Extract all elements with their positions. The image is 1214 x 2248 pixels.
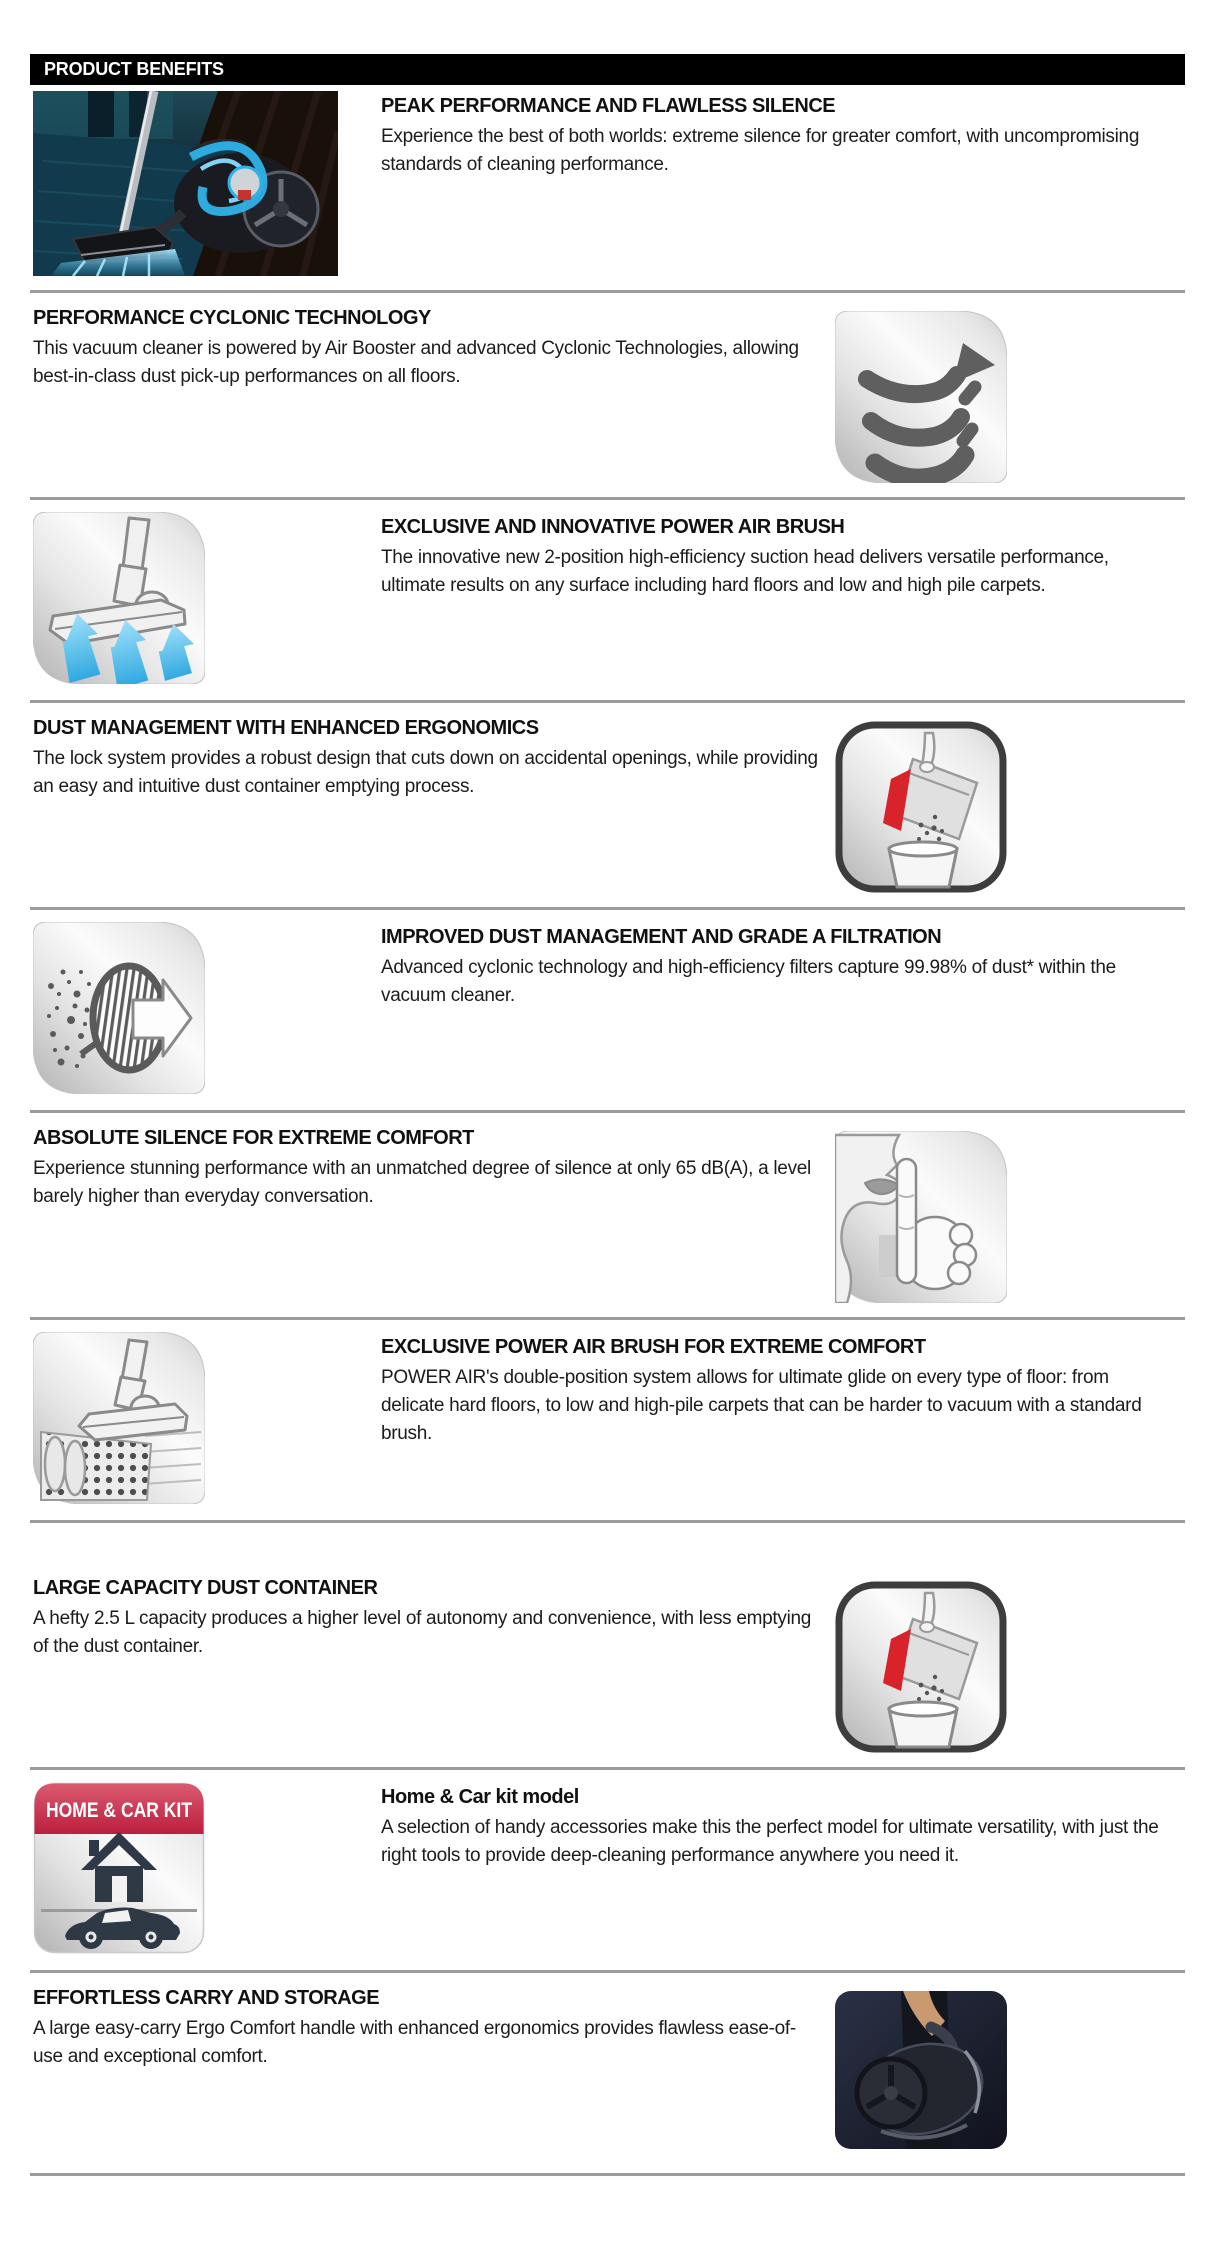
- power-air-brush-icon: [33, 512, 205, 684]
- benefit-section-dust-management: [30, 703, 1185, 910]
- text-column: [33, 305, 823, 391]
- media-column: [835, 1131, 1007, 1303]
- section-body: Experience stunning performance with an unmatched degree of silence at only 65 dB(A), a level barely higher than everyday conversation.: [33, 1158, 811, 1207]
- content-area: [30, 0, 1185, 2176]
- filtration-icon: [33, 922, 205, 1094]
- home-car-kit-icon: [33, 1782, 205, 1954]
- benefit-section-home-car-kit: [30, 1770, 1185, 1973]
- section-body: This vacuum cleaner is powered by Air Booster and advanced Cyclonic Technologies, allowing best-in-class dust pick-up performances on all floors.: [33, 338, 799, 387]
- section-heading: EXCLUSIVE AND INNOVATIVE POWER AIR BRUSH: [381, 516, 845, 538]
- text-column: [381, 1782, 1171, 1870]
- section-heading: PEAK PERFORMANCE AND FLAWLESS SILENCE: [381, 95, 836, 117]
- section-body: POWER AIR's double-position system allows for ultimate glide on every type of floor: from delicate hard floors, to low and high-pile carpets that can be harder to vacuum with a standard brush.: [381, 1367, 1142, 1444]
- media-column: [33, 91, 381, 276]
- media-column: [835, 721, 1007, 893]
- benefit-section-cyclonic-technology: [30, 293, 1185, 500]
- section-heading: ABSOLUTE SILENCE FOR EXTREME COMFORT: [33, 1127, 474, 1149]
- section-heading: PERFORMANCE CYCLONIC TECHNOLOGY: [33, 307, 431, 329]
- text-column: [33, 1125, 823, 1211]
- text-column: [381, 922, 1171, 1010]
- section-body: Advanced cyclonic technology and high-efficiency filters capture 99.98% of dust* within the vacuum cleaner.: [381, 957, 1116, 1006]
- benefit-section-power-air-comfort: [30, 1320, 1185, 1523]
- home-car-kit-badge-label: HOME & CAR KIT: [46, 1799, 193, 1822]
- media-column: [33, 1332, 381, 1504]
- section-body: A large easy-carry Ergo Comfort handle with enhanced ergonomics provides flawless ease-of-use and exceptional comfort.: [33, 2018, 796, 2067]
- vacuum-performance-photo: [33, 91, 338, 276]
- text-column: [33, 1985, 823, 2071]
- benefit-section-absolute-silence: [30, 1113, 1185, 1320]
- benefit-section-large-capacity: [30, 1523, 1185, 1770]
- benefit-section-power-air-brush: [30, 500, 1185, 703]
- dust-emptying-icon: [835, 1581, 1007, 1753]
- section-heading: DUST MANAGEMENT WITH ENHANCED ERGONOMICS: [33, 717, 539, 739]
- carpet-brush-icon: [33, 1332, 205, 1504]
- carry-handle-photo: [835, 1991, 1007, 2149]
- section-body: Experience the best of both worlds: extreme silence for greater comfort, with uncompromising standards of cleaning performance.: [381, 126, 1140, 175]
- section-heading: IMPROVED DUST MANAGEMENT AND GRADE A FILTRATION: [381, 926, 942, 948]
- page-title: PRODUCT BENEFITS: [44, 59, 224, 79]
- text-column: [381, 91, 1171, 179]
- text-column: [33, 715, 823, 801]
- dust-emptying-icon: [835, 721, 1007, 893]
- section-body: A selection of handy accessories make this the perfect model for ultimate versatility, with just the right tools to provide deep-cleaning performance anywhere you need it.: [381, 1817, 1159, 1866]
- media-column: [33, 922, 381, 1094]
- section-heading: LARGE CAPACITY DUST CONTAINER: [33, 1577, 378, 1599]
- text-column: [381, 1332, 1171, 1448]
- benefit-section-filtration: [30, 910, 1185, 1113]
- cyclonic-arrows-icon: [835, 311, 1007, 483]
- section-heading: EFFORTLESS CARRY AND STORAGE: [33, 1987, 380, 2009]
- silence-gesture-icon: [835, 1131, 1007, 1303]
- text-column: [33, 1575, 823, 1661]
- section-header-bar: [30, 54, 1185, 85]
- media-column: [835, 1991, 1007, 2149]
- section-body: A hefty 2.5 L capacity produces a higher level of autonomy and convenience, with less emptying of the dust container.: [33, 1608, 812, 1657]
- section-heading: EXCLUSIVE POWER AIR BRUSH FOR EXTREME COMFORT: [381, 1336, 926, 1358]
- media-column: [33, 1782, 381, 1954]
- text-column: [381, 512, 1171, 600]
- media-column: [835, 311, 1007, 483]
- section-body: The lock system provides a robust design that cuts down on accidental openings, while providing an easy and intuitive dust container emptying process.: [33, 748, 818, 797]
- benefit-section-effortless-carry: [30, 1973, 1185, 2176]
- section-heading: Home & Car kit model: [381, 1786, 579, 1808]
- benefit-section-peak-performance: [30, 85, 1185, 293]
- media-column: [33, 512, 381, 684]
- media-column: [835, 1581, 1007, 1753]
- section-body: The innovative new 2-position high-efficiency suction head delivers versatile performance, ultimate results on any surface including hard floors and low and high pile carpets.: [381, 547, 1109, 596]
